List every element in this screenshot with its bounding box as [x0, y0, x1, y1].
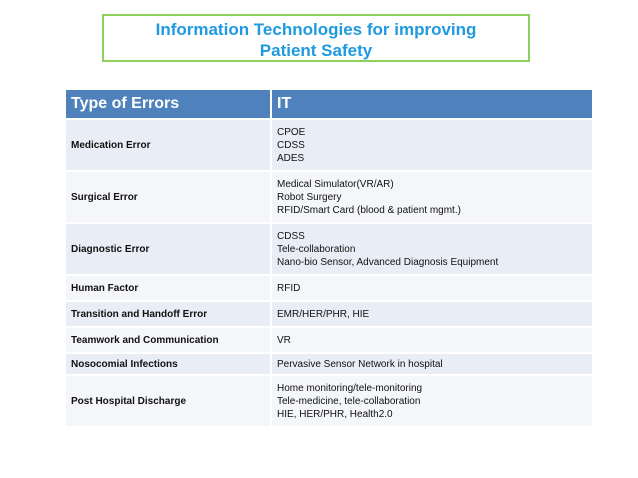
error-type-cell: Surgical Error	[66, 172, 270, 224]
header-type-of-errors: Type of Errors	[66, 90, 270, 120]
error-type-cell: Human Factor	[66, 276, 270, 302]
it-item: Medical Simulator(VR/AR)	[277, 178, 394, 190]
it-cell	[270, 354, 592, 376]
it-item: Tele-medicine, tele-collaboration	[277, 395, 421, 407]
it-item: CDSS	[277, 230, 305, 242]
it-item: CPOE	[277, 126, 306, 138]
table-row	[66, 376, 592, 428]
it-cell	[270, 120, 592, 172]
it-cell	[270, 376, 592, 428]
it-cell	[270, 302, 592, 328]
it-cell	[270, 276, 592, 302]
slide-title	[102, 14, 530, 62]
it-cell	[270, 328, 592, 354]
it-item: Tele-collaboration	[277, 243, 356, 255]
table-row	[66, 276, 592, 302]
table-row	[66, 224, 592, 276]
table-row	[66, 354, 592, 376]
it-item: ADES	[277, 152, 305, 164]
it-item: RFID	[277, 282, 301, 294]
table-row	[66, 120, 592, 172]
it-item: HIE, HER/PHR, Health2.0	[277, 408, 393, 420]
it-item: Robot Surgery	[277, 191, 342, 203]
slide-title-line-2: Patient Safety	[259, 41, 373, 60]
table-row	[66, 172, 592, 224]
table-row	[66, 302, 592, 328]
it-item: Nano-bio Sensor, Advanced Diagnosis Equipment	[277, 256, 499, 268]
it-item: Home monitoring/tele-monitoring	[277, 382, 423, 394]
it-cell	[270, 224, 592, 276]
it-item: CDSS	[277, 139, 305, 151]
error-type-cell: Medication Error	[66, 120, 270, 172]
error-type-cell: Diagnostic Error	[66, 224, 270, 276]
it-item: Pervasive Sensor Network in hospital	[277, 358, 443, 370]
error-type-cell: Post Hospital Discharge	[66, 376, 270, 428]
it-item: VR	[277, 334, 291, 346]
error-type-cell: Transition and Handoff Error	[66, 302, 270, 328]
errors-it-table	[66, 90, 592, 428]
slide-title-line-1: Information Technologies for improving	[155, 20, 477, 39]
it-cell	[270, 172, 592, 224]
it-item: EMR/HER/PHR, HIE	[277, 308, 370, 320]
header-it: IT	[270, 90, 592, 120]
table-row	[66, 328, 592, 354]
error-type-cell: Teamwork and Communication	[66, 328, 270, 354]
error-type-cell: Nosocomial Infections	[66, 354, 270, 376]
it-item: RFID/Smart Card (blood & patient mgmt.)	[277, 204, 461, 216]
table-header-row	[66, 90, 592, 120]
